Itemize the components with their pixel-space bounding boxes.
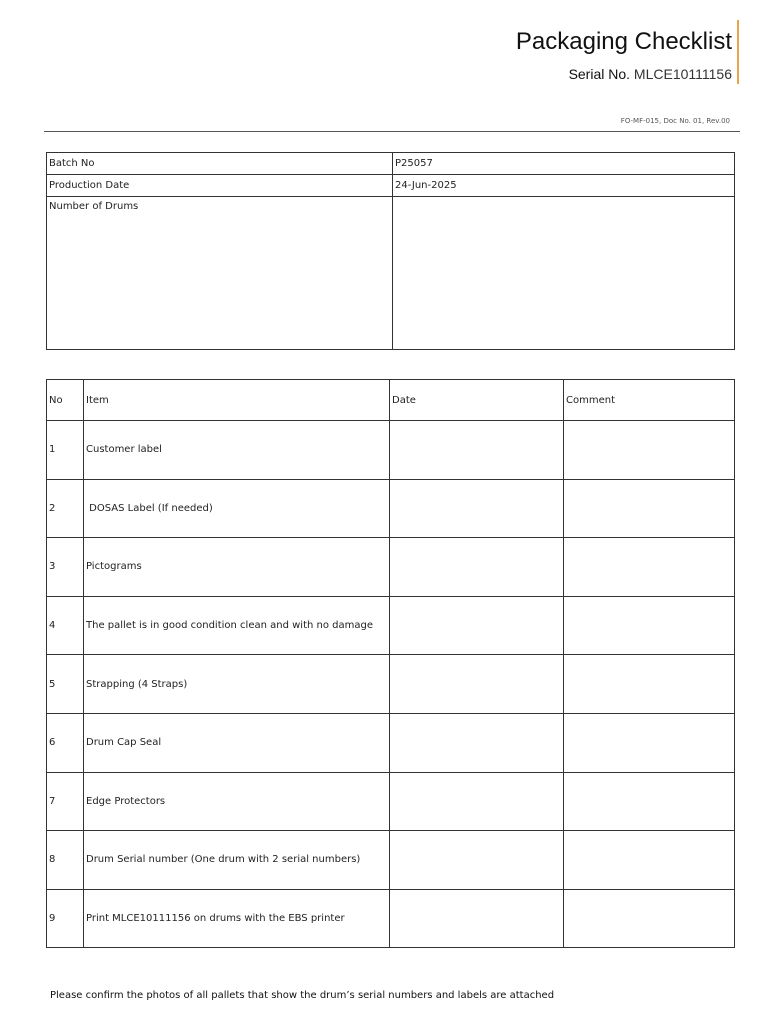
row-date-cell[interactable] [390,889,564,948]
batch-value[interactable]: P25057 [393,153,735,175]
row-item: The pallet is in good condition clean and with no damage [84,596,390,655]
batch-label: Batch No [47,153,393,175]
row-comment-cell[interactable] [564,713,735,772]
row-item: Strapping (4 Straps) [84,655,390,714]
row-date-cell[interactable] [390,831,564,890]
checklist-table [46,379,735,948]
table-row [47,772,735,831]
header-no: No [47,380,84,421]
table-row [47,538,735,597]
row-no: 4 [47,596,84,655]
row-no: 9 [47,889,84,948]
checklist-header-row [47,380,735,421]
production-date-row [47,175,735,197]
row-date-cell[interactable] [390,538,564,597]
row-no: 6 [47,713,84,772]
serial-value: MLCE10111156 [633,66,732,82]
row-comment-cell[interactable] [564,479,735,538]
batch-row [47,153,735,175]
header-rule [44,131,740,132]
row-date-cell[interactable] [390,421,564,480]
table-row [47,889,735,948]
row-no: 8 [47,831,84,890]
drums-label: Number of Drums [47,197,393,350]
row-item: Pictograms [84,538,390,597]
row-date-cell[interactable] [390,655,564,714]
row-date-cell[interactable] [390,479,564,538]
drums-row [47,197,735,350]
header-comment: Comment [564,380,735,421]
production-date-label: Production Date [47,175,393,197]
table-row [47,479,735,538]
row-comment-cell[interactable] [564,596,735,655]
table-row [47,713,735,772]
batch-info-table [46,152,735,350]
row-date-cell[interactable] [390,596,564,655]
row-no: 5 [47,655,84,714]
row-item: DOSAS Label (If needed) [84,479,390,538]
row-comment-cell[interactable] [564,655,735,714]
row-no: 2 [47,479,84,538]
row-date-cell[interactable] [390,713,564,772]
row-no: 1 [47,421,84,480]
row-item: Drum Serial number (One drum with 2 serial numbers) [84,831,390,890]
document-reference: FO-MF-015, Doc No. 01, Rev.00 [620,117,730,125]
row-no: 7 [47,772,84,831]
row-comment-cell[interactable] [564,889,735,948]
row-item: Edge Protectors [84,772,390,831]
row-item: Customer label [84,421,390,480]
serial-label: Serial No. [568,66,631,82]
row-comment-cell[interactable] [564,421,735,480]
header-item: Item [84,380,390,421]
production-date-value[interactable]: 24-Jun-2025 [393,175,735,197]
table-row [47,831,735,890]
row-no: 3 [47,538,84,597]
row-date-cell[interactable] [390,772,564,831]
drums-value[interactable] [393,197,735,350]
page-title: Packaging Checklist [515,28,732,55]
row-item: Drum Cap Seal [84,713,390,772]
table-row [47,655,735,714]
accent-divider [737,20,739,84]
row-comment-cell[interactable] [564,538,735,597]
row-comment-cell[interactable] [564,831,735,890]
header-date: Date [390,380,564,421]
footer-note: Please confirm the photos of all pallets that show the drum’s serial numbers and labels are attached [50,990,555,1001]
serial-number [569,66,732,82]
row-comment-cell[interactable] [564,772,735,831]
table-row [47,596,735,655]
row-item: Print MLCE10111156 on drums with the EBS printer [84,889,390,948]
table-row [47,421,735,480]
